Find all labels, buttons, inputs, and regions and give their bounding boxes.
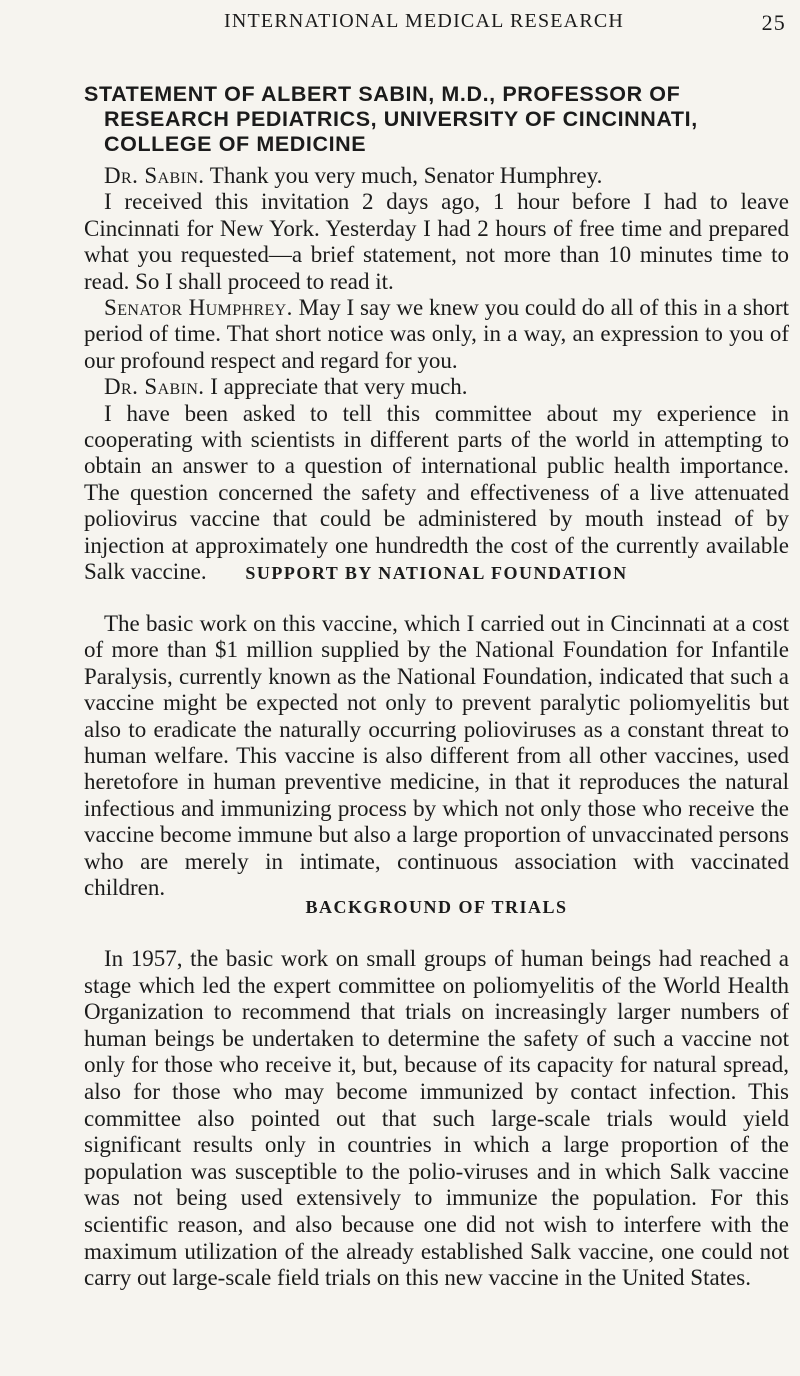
paragraph-text: In 1957, the basic work on small groups of human beings had reached a stage which led the expert committee on poliomyelitis of the World Health Organization to recommend that trials on increasingly larger numbers of human beings be undertaken to determine the safety of such a vaccine not only for those who receive it, but, because of its capacity for natural spread, also for those who may become immunized by contact infection. This committee also pointed out that such large-scale trials would yield significant results only in countries in which a large proportion of the population was susceptible to the polio-viruses and in which Salk vaccine was not being used extensively to immunize the population. For this scientific reason, and also because one did not wish to interfere with the maximum utilization of the already established Salk vaccine, one could not carry out large-scale field trials on this new vaccine in the United States. [84, 946, 789, 1291]
speaker-name: Senator Humphrey. [104, 295, 293, 321]
document-page [84, 0, 789, 1376]
statement-title: STATEMENT OF ALBERT SABIN, M.D., PROFESSOR OF RESEARCH PEDIATRICS, UNIVERSITY OF CINCINNATI, COLLEGE OF MEDICINE [84, 82, 698, 156]
section-heading: BACKGROUND OF TRIALS [305, 897, 568, 917]
page-number: 25 [761, 10, 786, 35]
section-support [84, 611, 789, 901]
paragraph-text: I appreciate that very much. [210, 374, 468, 400]
section-heading: SUPPORT BY NATIONAL FOUNDATION [245, 563, 628, 583]
speaker-name: Dr. Sabin. [104, 374, 205, 400]
section-background [84, 946, 789, 1292]
paragraph-text: The basic work on this vaccine, which I carried out in Cincinnati at a cost of more than $1 million supplied by the National Foundation for Infantile Paralysis, currently known as the National Foundation, indicated that such a vaccine might be expected not only to prevent paralytic poliomyelitis but also to eradicate the naturally occurring polioviruses as a constant threat to human welfare. This vaccine is also different from all other vaccines, used heretofore in human preventive medicine, in that it reproduces the natural infectious and immunizing process by which not only those who receive the vaccine become immune but also a large proportion of unvaccinated persons who are merely in intimate, continuous association with vaccinated children. [84, 611, 789, 901]
paragraph-text: May I say we knew you could do all of this in a short period of time. That short notice was only, in a way, an expression to you of our profound respect and regard for you. [84, 295, 789, 373]
paragraph [84, 295, 789, 374]
paragraph [84, 189, 789, 295]
paragraph-text: I have been asked to tell this committee about my experience in cooperating with scientists in different parts of the world in attempting to obtain an answer to a question of international public health importance. The question concerned the safety and effectiveness of a live attenuated poliovirus vaccine that could be administered by mouth instead of by injection at approximately one hundredth the cost of the currently available Salk vaccine. [84, 400, 789, 585]
testimony-opening [84, 163, 789, 586]
paragraph-text: Thank you very much, Senator Humphrey. [209, 163, 603, 188]
paragraph [84, 401, 789, 586]
paragraph [84, 374, 789, 400]
speaker-name: Dr. Sabin. [104, 163, 205, 188]
running-header [84, 10, 786, 40]
paragraph [84, 163, 789, 189]
running-title: INTERNATIONAL MEDICAL RESEARCH [224, 10, 625, 32]
paragraph-text: I received this invitation 2 days ago, 1 hour before I had to leave Cincinnati for New York. Yesterday I had 2 hours of free time and prepared what you requested—a brief statement, not more than 10 minutes time to read. So I shall proceed to read it. [84, 189, 789, 294]
